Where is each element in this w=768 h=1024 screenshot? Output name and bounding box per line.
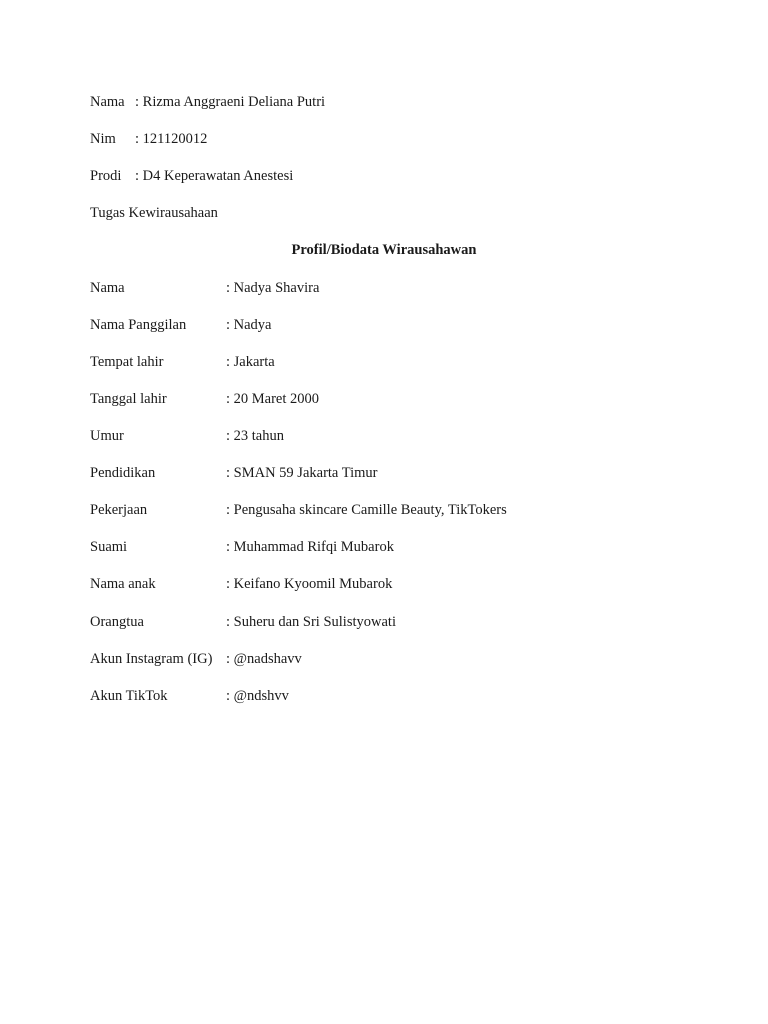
assignment-title: Tugas Kewirausahaan — [90, 205, 218, 221]
biodata-value: : Pengusaha skincare Camille Beauty, TikTokers — [226, 502, 507, 518]
biodata-row — [90, 574, 392, 594]
biodata-label: Tanggal lahir — [90, 391, 167, 407]
biodata-row — [90, 686, 289, 706]
header-value: : D4 Keperawatan Anestesi — [135, 168, 294, 184]
biodata-label: Suami — [90, 539, 128, 555]
biodata-value: : Muhammad Rifqi Mubarok — [226, 539, 394, 555]
biodata-row — [90, 612, 396, 632]
biodata-label: Akun Instagram (IG) — [90, 651, 213, 667]
header-row-nim — [90, 129, 207, 149]
biodata-value: : SMAN 59 Jakarta Timur — [226, 465, 378, 481]
header-row-nama — [90, 92, 325, 112]
header-value: : Rizma Anggraeni Deliana Putri — [135, 94, 326, 110]
page-title — [0, 240, 768, 260]
biodata-label: Tempat lahir — [90, 354, 164, 370]
biodata-value: : 23 tahun — [226, 428, 284, 444]
biodata-value: : Keifano Kyoomil Mubarok — [226, 576, 393, 592]
biodata-label: Orangtua — [90, 614, 144, 630]
biodata-row — [90, 352, 275, 372]
biodata-row — [90, 500, 507, 520]
biodata-row — [90, 389, 319, 409]
biodata-value: : Nadya — [226, 317, 272, 333]
biodata-row — [90, 315, 272, 335]
header-label: Nama — [90, 94, 125, 110]
biodata-row — [90, 426, 284, 446]
biodata-label: Pekerjaan — [90, 502, 148, 518]
page-title-text: Profil/Biodata Wirausahawan — [291, 242, 477, 258]
biodata-value: : @ndshvv — [226, 688, 289, 704]
header-label: Prodi — [90, 168, 122, 184]
biodata-row — [90, 463, 377, 483]
biodata-value: : Suheru dan Sri Sulistyowati — [226, 614, 396, 630]
biodata-label: Nama — [90, 280, 125, 296]
biodata-value: : 20 Maret 2000 — [226, 391, 320, 407]
header-row-prodi — [90, 166, 293, 186]
header-label: Nim — [90, 131, 116, 147]
biodata-row — [90, 649, 302, 669]
biodata-label: Nama Panggilan — [90, 317, 187, 333]
biodata-value: : Jakarta — [226, 354, 275, 370]
biodata-label: Umur — [90, 428, 124, 444]
biodata-label: Pendidikan — [90, 465, 156, 481]
biodata-value: : Nadya Shavira — [226, 280, 320, 296]
biodata-row — [90, 537, 394, 557]
biodata-label: Akun TikTok — [90, 688, 168, 704]
biodata-row — [90, 278, 319, 298]
biodata-label: Nama anak — [90, 576, 156, 592]
header-value: : 121120012 — [135, 131, 208, 147]
biodata-value: : @nadshavv — [226, 651, 302, 667]
